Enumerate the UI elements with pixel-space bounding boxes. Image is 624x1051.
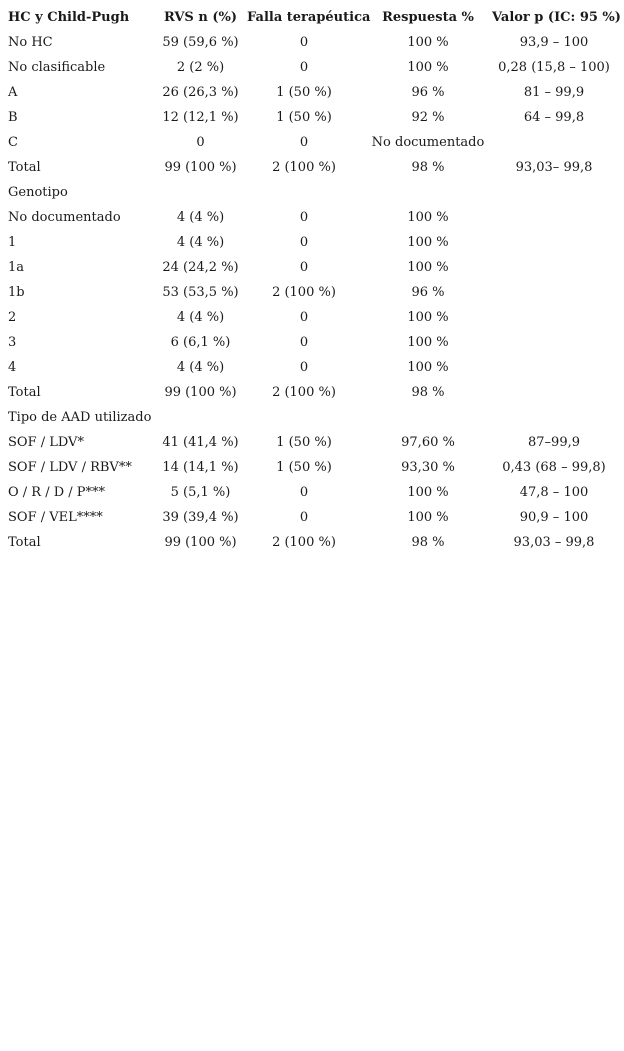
- row-label-cell: B: [8, 110, 18, 125]
- falla-cell: 1 (50 %): [276, 435, 332, 450]
- falla-cell: 0: [299, 485, 309, 500]
- respuesta-cell: 100 %: [407, 510, 449, 525]
- row-label-cell: 4: [8, 360, 17, 375]
- row-label-cell: 1: [8, 235, 17, 250]
- valor-p-cell: 87–99,9: [528, 435, 580, 450]
- respuesta-cell: No documentado: [371, 135, 485, 150]
- falla-cell: 2 (100 %): [272, 160, 336, 175]
- falla-cell: 0: [299, 35, 309, 50]
- table-row: [0, 205, 624, 230]
- rvs-cell: 5 (5,1 %): [170, 485, 231, 500]
- section-label: Tipo de AAD utilizado: [8, 410, 152, 425]
- respuesta-cell: 93,30 %: [401, 460, 455, 475]
- table-row: [0, 80, 624, 105]
- falla-cell: 0: [299, 210, 309, 225]
- section-label: Genotipo: [8, 185, 68, 200]
- table-row: [0, 305, 624, 330]
- valor-p-cell: [492, 205, 616, 230]
- rvs-cell: 12 (12,1 %): [162, 110, 239, 125]
- respuesta-cell: 92 %: [411, 110, 445, 125]
- valor-p-cell: [492, 330, 616, 355]
- table-row: [0, 480, 624, 505]
- rvs-cell: 39 (39,4 %): [162, 510, 239, 525]
- rvs-cell: 4 (4 %): [176, 235, 225, 250]
- valor-p-cell: [492, 355, 616, 380]
- falla-cell: 0: [299, 335, 309, 350]
- falla-cell: 0: [299, 260, 309, 275]
- table-row: [0, 130, 624, 155]
- table-row: [0, 55, 624, 80]
- rvs-cell: 99 (100 %): [164, 160, 237, 175]
- table-row: [0, 505, 624, 530]
- row-label-cell: O / R / D / P***: [8, 485, 106, 500]
- row-label-cell: A: [8, 85, 18, 100]
- table-row: [0, 330, 624, 355]
- table-row: [0, 105, 624, 130]
- falla-cell: 0: [299, 360, 309, 375]
- rvs-cell: 53 (53,5 %): [162, 285, 239, 300]
- row-label-cell: No HC: [8, 35, 53, 50]
- table-row: [0, 280, 624, 305]
- header-falla-terapeutica: Falla terapéutica: [247, 10, 371, 25]
- falla-cell: 2 (100 %): [272, 385, 336, 400]
- table-row: [0, 530, 624, 555]
- header-hc-child-pugh: HC y Child-Pugh: [8, 10, 130, 25]
- section-row: [0, 180, 624, 205]
- falla-cell: 1 (50 %): [276, 110, 332, 125]
- respuesta-cell: 98 %: [411, 535, 445, 550]
- respuesta-cell: 100 %: [407, 260, 449, 275]
- valor-p-cell: 81 – 99,9: [523, 85, 585, 100]
- rvs-cell: 4 (4 %): [176, 310, 225, 325]
- rvs-cell: 4 (4 %): [176, 360, 225, 375]
- table-row: [0, 430, 624, 455]
- row-label-cell: 1b: [8, 285, 25, 300]
- table-row: [0, 455, 624, 480]
- rvs-cell: 26 (26,3 %): [162, 85, 239, 100]
- falla-cell: 0: [299, 60, 309, 75]
- row-label-cell: Total: [8, 160, 41, 175]
- falla-cell: 2 (100 %): [272, 285, 336, 300]
- falla-cell: 1 (50 %): [276, 460, 332, 475]
- valor-p-cell: [492, 380, 616, 405]
- valor-p-cell: 0,43 (68 – 99,8): [502, 460, 606, 475]
- respuesta-cell: 100 %: [407, 360, 449, 375]
- valor-p-cell: [492, 305, 616, 330]
- rvs-cell: 14 (14,1 %): [162, 460, 239, 475]
- valor-p-cell: 0,28 (15,8 – 100): [498, 60, 610, 75]
- valor-p-cell: [492, 230, 616, 255]
- header-rvs: RVS n (%): [164, 10, 237, 25]
- section-row: [0, 405, 624, 430]
- valor-p-cell: [492, 130, 616, 155]
- respuesta-cell: 100 %: [407, 335, 449, 350]
- respuesta-cell: 100 %: [407, 60, 449, 75]
- falla-cell: 0: [299, 510, 309, 525]
- respuesta-cell: 100 %: [407, 485, 449, 500]
- valor-p-cell: 93,9 – 100: [519, 35, 589, 50]
- row-label-cell: 1a: [8, 260, 25, 275]
- rvs-cell: 2 (2 %): [176, 60, 225, 75]
- falla-cell: 0: [299, 135, 309, 150]
- respuesta-cell: 100 %: [407, 210, 449, 225]
- respuesta-cell: 97,60 %: [401, 435, 455, 450]
- row-label-cell: No documentado: [8, 210, 121, 225]
- valor-p-cell: 90,9 – 100: [519, 510, 589, 525]
- rvs-cell: 99 (100 %): [164, 385, 237, 400]
- table-row: [0, 230, 624, 255]
- valor-p-cell: 64 – 99,8: [523, 110, 585, 125]
- respuesta-cell: 100 %: [407, 35, 449, 50]
- table-header-row: [0, 5, 624, 30]
- row-label-cell: 3: [8, 335, 17, 350]
- rvs-cell: 99 (100 %): [164, 535, 237, 550]
- row-label-cell: 2: [8, 310, 17, 325]
- table-row: [0, 155, 624, 180]
- valor-p-cell: 93,03– 99,8: [515, 160, 593, 175]
- valor-p-cell: 47,8 – 100: [519, 485, 589, 500]
- valor-p-cell: 93,03 – 99,8: [513, 535, 595, 550]
- row-label-cell: SOF / LDV / RBV**: [8, 460, 132, 475]
- rvs-cell: 4 (4 %): [176, 210, 225, 225]
- table-row: [0, 355, 624, 380]
- rvs-cell: 24 (24,2 %): [162, 260, 239, 275]
- header-valor-p: Valor p (IC: 95 %): [492, 10, 621, 25]
- row-label-cell: C: [8, 135, 18, 150]
- respuesta-cell: 98 %: [411, 160, 445, 175]
- respuesta-cell: 96 %: [411, 85, 445, 100]
- respuesta-cell: 100 %: [407, 235, 449, 250]
- row-label-cell: SOF / LDV*: [8, 435, 84, 450]
- falla-cell: 2 (100 %): [272, 535, 336, 550]
- header-respuesta: Respuesta %: [382, 10, 474, 25]
- row-label-cell: SOF / VEL****: [8, 510, 103, 525]
- respuesta-cell: 96 %: [411, 285, 445, 300]
- valor-p-cell: [492, 280, 616, 305]
- rvs-cell: 0: [196, 135, 205, 150]
- table-row: [0, 30, 624, 55]
- rvs-cell: 41 (41,4 %): [162, 435, 239, 450]
- respuesta-cell: 100 %: [407, 310, 449, 325]
- row-label-cell: Total: [8, 535, 41, 550]
- valor-p-cell: [492, 255, 616, 280]
- table-row: [0, 255, 624, 280]
- falla-cell: 0: [299, 310, 309, 325]
- falla-cell: 0: [299, 235, 309, 250]
- rvs-cell: 6 (6,1 %): [170, 335, 231, 350]
- falla-cell: 1 (50 %): [276, 85, 332, 100]
- respuesta-cell: 98 %: [411, 385, 445, 400]
- rvs-cell: 59 (59,6 %): [162, 35, 239, 50]
- table-row: [0, 380, 624, 405]
- row-label-cell: No clasificable: [8, 60, 106, 75]
- row-label-cell: Total: [8, 385, 41, 400]
